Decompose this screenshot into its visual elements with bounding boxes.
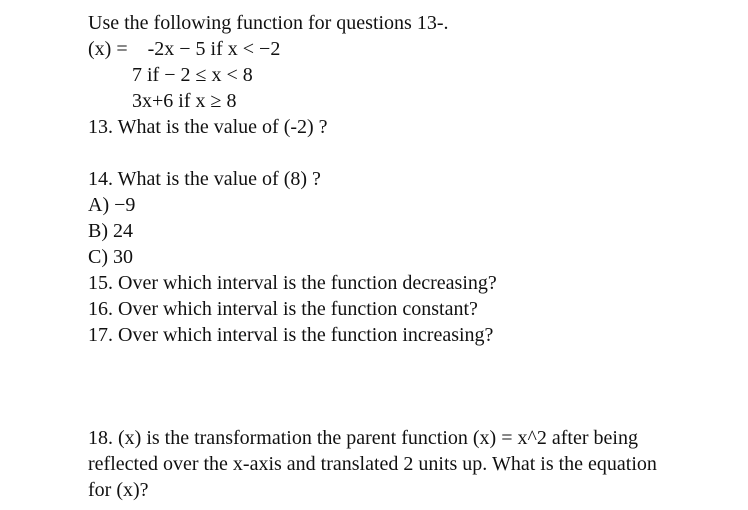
function-piece-1-expr: -2x − 5 if x < −2 <box>147 38 281 60</box>
question-14: 14. What is the value of (8) ? <box>88 168 321 190</box>
question-15: 15. Over which interval is the function decreasing? <box>88 272 497 294</box>
question-14-option-b: B) 24 <box>88 220 133 242</box>
question-14-option-a: A) −9 <box>88 194 136 216</box>
function-lhs: (x) = <box>88 38 128 60</box>
question-17: 17. Over which interval is the function increasing? <box>88 324 494 346</box>
question-18: 18. (x) is the transformation the parent function (x) = x^2 after being reflected over the x-axis and translated 2 units up. What is the equation for (x)? <box>88 427 657 501</box>
intro-text: Use the following function for questions 13-. <box>88 12 449 34</box>
question-13: 13. What is the value of (-2) ? <box>88 116 328 138</box>
question-16: 16. Over which interval is the function constant? <box>88 298 478 320</box>
question-14-option-c: C) 30 <box>88 246 133 268</box>
function-piece-1 <box>88 36 280 62</box>
function-piece-2: 7 if − 2 ≤ x < 8 <box>132 64 253 86</box>
function-piece-3: 3x+6 if x ≥ 8 <box>132 90 237 112</box>
